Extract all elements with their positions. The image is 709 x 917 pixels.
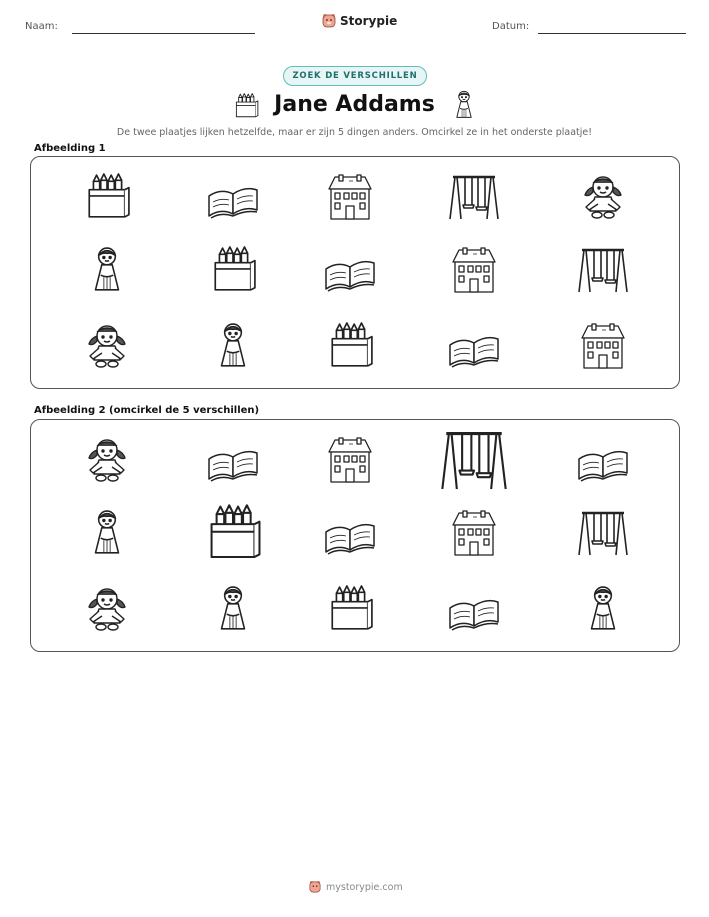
picture1-house-icon xyxy=(577,322,629,370)
picture2-label: Afbeelding 2 (omcirkel de 5 verschillen) xyxy=(34,405,260,416)
activity-badge: ZOEK DE VERSCHILLEN xyxy=(283,66,427,86)
picture1-book-icon xyxy=(448,322,500,370)
picture2-house-icon[interactable] xyxy=(448,509,500,557)
picture1-book-icon xyxy=(324,246,376,294)
picture1-crayons-icon xyxy=(81,173,133,221)
date-line[interactable] xyxy=(538,33,686,34)
picture2-peg-doll-icon[interactable] xyxy=(587,585,619,633)
picture2-book-icon[interactable] xyxy=(324,509,376,557)
date-label: Datum: xyxy=(492,21,530,32)
peg-doll-icon xyxy=(454,90,474,120)
picture2-book-icon[interactable] xyxy=(448,585,500,633)
picture1-swing-icon xyxy=(577,246,629,294)
picture2-crayons-icon[interactable] xyxy=(324,585,376,633)
picture1-rag-doll-icon xyxy=(81,322,133,370)
picture1-rag-doll-icon xyxy=(577,173,629,221)
picture1-house-icon xyxy=(324,173,376,221)
storypie-bear-icon xyxy=(309,880,321,894)
picture2-swing-icon[interactable] xyxy=(577,509,629,557)
picture2-book-icon[interactable] xyxy=(577,436,629,484)
picture1-house-icon xyxy=(448,246,500,294)
footer xyxy=(309,880,403,894)
picture2-peg-doll-icon[interactable] xyxy=(91,509,123,557)
picture1-label: Afbeelding 1 xyxy=(34,143,106,154)
storypie-bear-icon xyxy=(322,13,336,29)
picture2-crayons-icon[interactable] xyxy=(203,504,263,562)
picture1-crayons-icon xyxy=(207,246,259,294)
name-label: Naam: xyxy=(25,21,58,32)
brand-logo xyxy=(322,13,397,29)
picture2-swing-icon[interactable] xyxy=(441,428,507,492)
picture1-peg-doll-icon xyxy=(217,322,249,370)
name-line[interactable] xyxy=(72,33,255,34)
instructions: De twee plaatjes lijken hetzelfde, maar er zijn 5 dingen anders. Omcirkel ze in het onderste plaatje! xyxy=(116,127,593,138)
picture2-book-icon[interactable] xyxy=(207,436,259,484)
picture1-book-icon xyxy=(207,173,259,221)
picture1-swing-icon xyxy=(448,173,500,221)
picture1-crayons-icon xyxy=(324,322,376,370)
picture1-peg-doll-icon xyxy=(91,246,123,294)
picture2-house-icon[interactable] xyxy=(324,436,376,484)
picture2-rag-doll-icon[interactable] xyxy=(81,585,133,633)
page-title: Jane Addams xyxy=(274,92,435,117)
brand-name: Storypie xyxy=(340,14,398,28)
footer-url[interactable]: mystorypie.com xyxy=(326,881,403,893)
picture2-rag-doll-icon[interactable] xyxy=(81,436,133,484)
picture2-peg-doll-icon[interactable] xyxy=(217,585,249,633)
